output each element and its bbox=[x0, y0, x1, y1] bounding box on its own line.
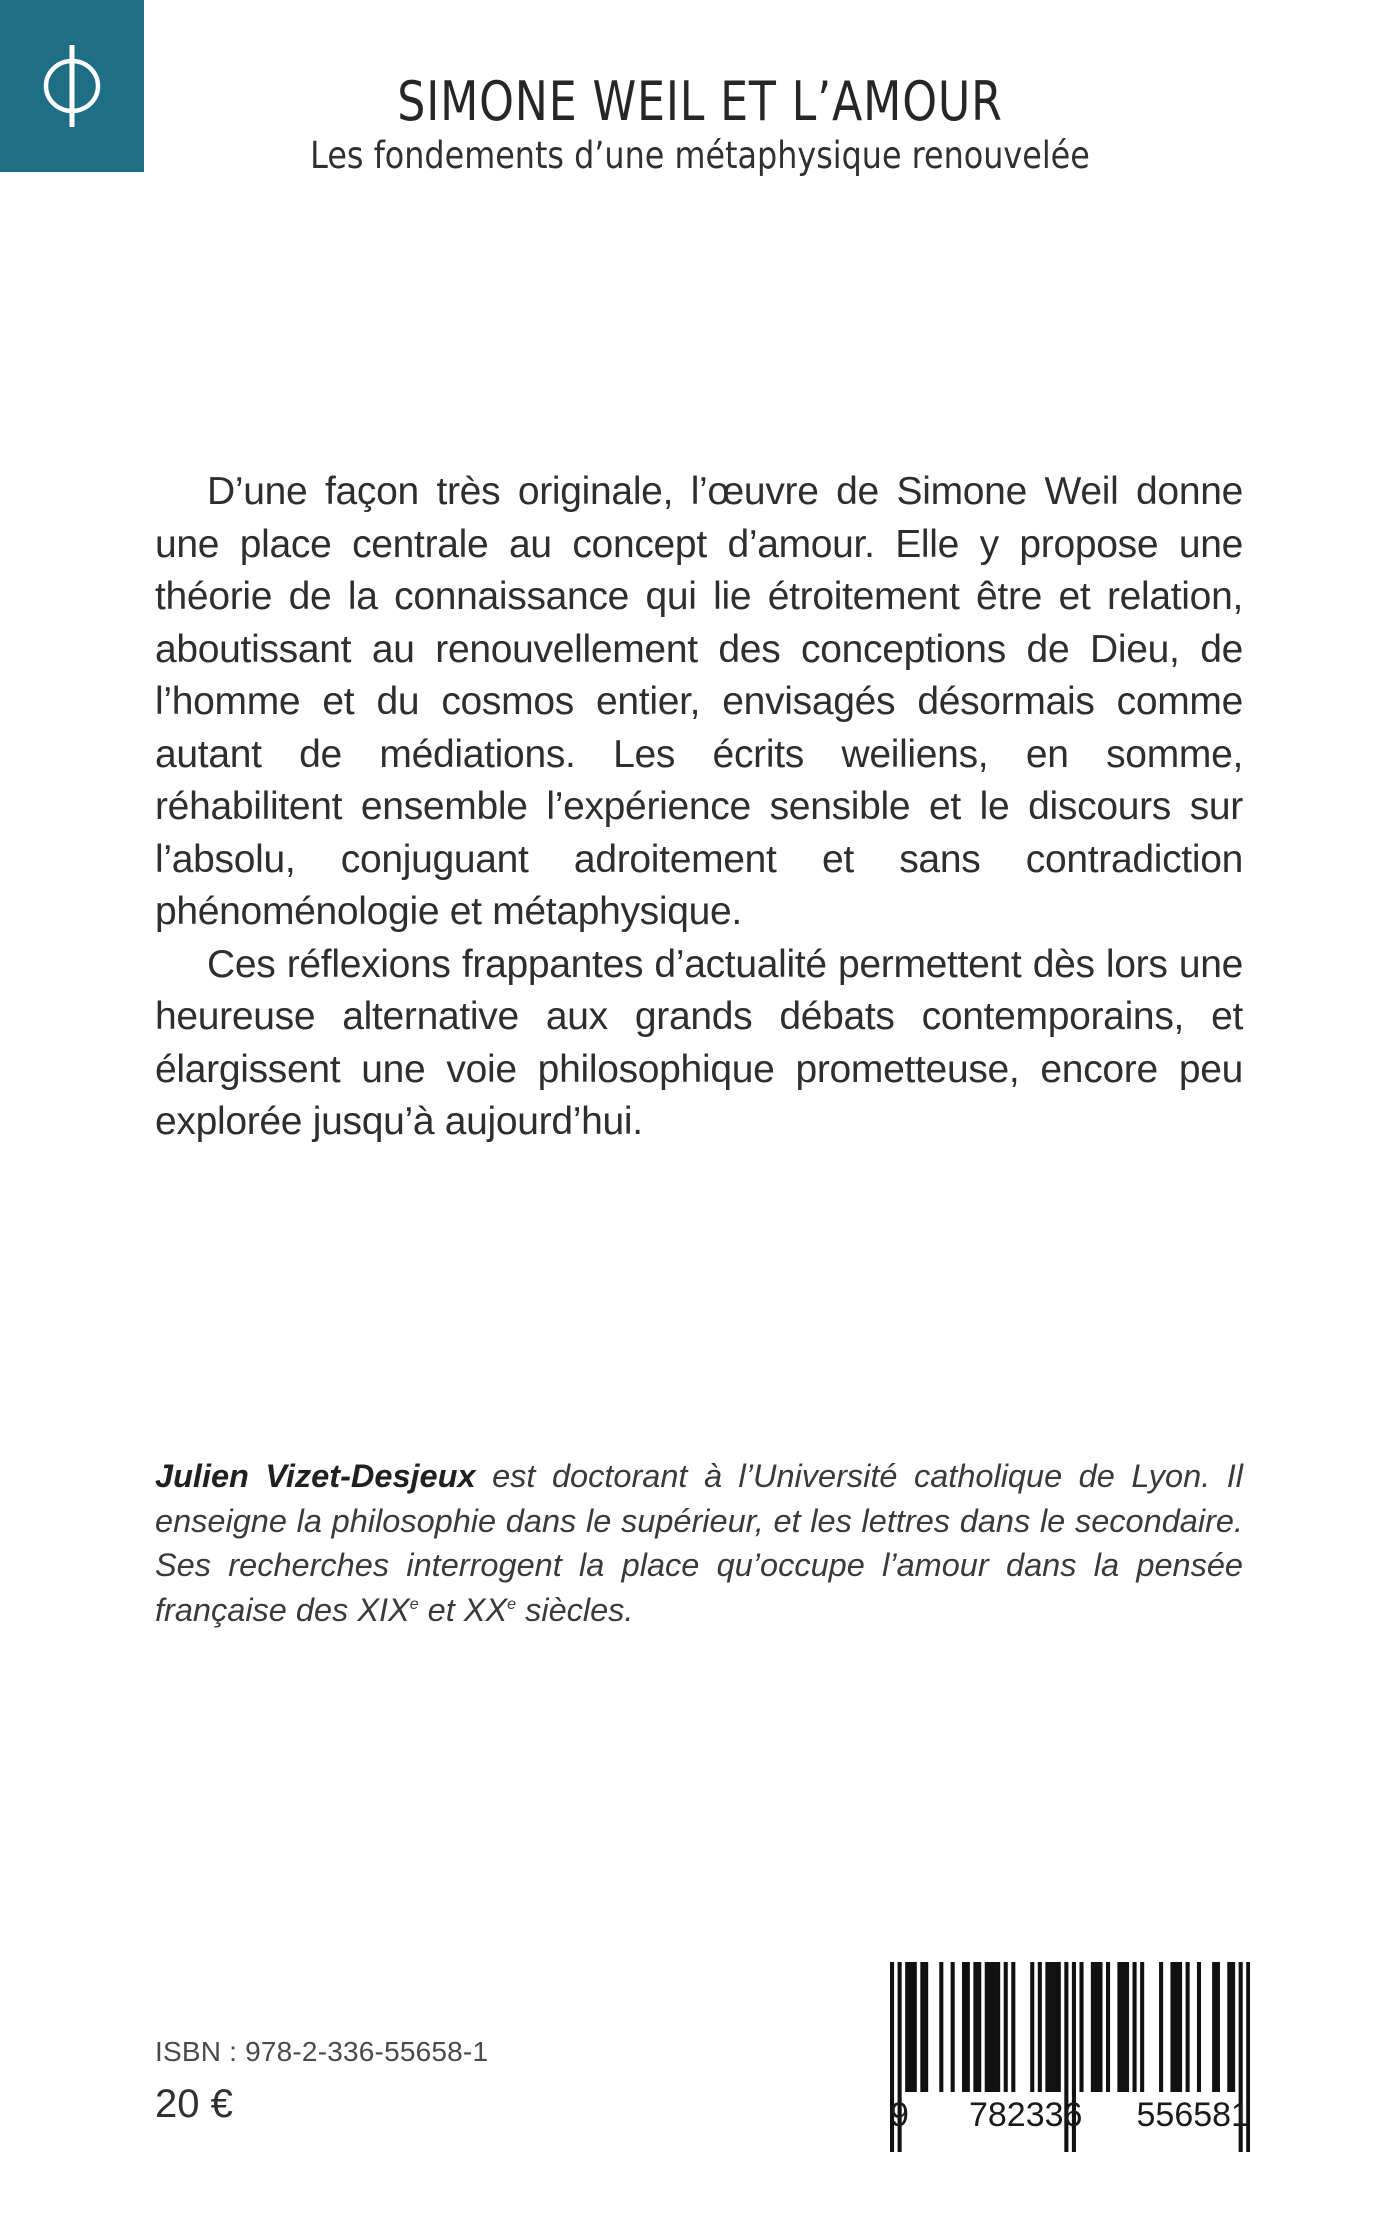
barcode-bar bbox=[909, 1962, 913, 2092]
price: 20 € bbox=[155, 2082, 233, 2126]
author-name: Julien Vizet-Desjeux bbox=[155, 1458, 476, 1494]
barcode-bar bbox=[966, 1962, 970, 2092]
barcode-bar bbox=[962, 1962, 966, 2092]
barcode-bar bbox=[1186, 1962, 1190, 2092]
barcode-bar bbox=[1038, 1962, 1042, 2092]
bio-text-1: est doctorant à l’Université catholique de Lyon. Il enseigne la philosophie dans le supérieur, et les lettres dans le secondaire. Ses recherches interrogent la place qu’occupe l’amour dans la pensée française des XIX bbox=[155, 1458, 1243, 1628]
barcode-right-group: 556581 bbox=[1136, 2096, 1250, 2134]
barcode-bar bbox=[1057, 1962, 1061, 2092]
barcode-bar bbox=[1133, 1962, 1137, 2092]
barcode-digits bbox=[890, 2096, 1250, 2135]
barcode-bar bbox=[1197, 1962, 1201, 2092]
barcode-bar bbox=[989, 1962, 993, 2092]
book-title: SIMONE WEIL ET L’AMOUR bbox=[397, 70, 1003, 133]
barcode-bar bbox=[1095, 1962, 1099, 2092]
barcode-bar bbox=[1049, 1962, 1053, 2092]
barcode-bar bbox=[939, 1962, 943, 2092]
bio-text-2: et XX bbox=[418, 1591, 508, 1628]
summary-paragraph-1: D’une façon très originale, l’œuvre de Simone Weil donne une place centrale au concept d’amour. Elle y propose une théorie de la connaissance qui lie étroitement être et relation, aboutissant au renouvellement des conceptions de Dieu, de l’homme et du cosmos entier, envisagés désormais comme autant de médiations. Les écrits weiliens, en somme, réhabilitent ensemble l’expérience sensible et le discours sur l’absolu, conjuguant adroitement et sans contradiction phénoménologie et métaphysique. bbox=[155, 470, 1243, 933]
summary-paragraph-2: Ces réflexions frappantes d’actualité permettent dès lors une heureuse alternative aux grands débats contemporains, et élargissent une voie philosophique prometteuse, encore peu explorée jusqu’à aujourd’hui. bbox=[155, 942, 1243, 1143]
bio-text-3: siècles. bbox=[516, 1591, 634, 1628]
author-bio bbox=[155, 1454, 1243, 1632]
barcode-lead-digit: 9 bbox=[890, 2096, 909, 2134]
barcode-bar bbox=[985, 1962, 989, 2092]
barcode-bar bbox=[1053, 1962, 1057, 2092]
barcode-bar bbox=[1117, 1962, 1121, 2092]
barcode-bar bbox=[913, 1962, 917, 2092]
barcode-bar bbox=[1030, 1962, 1034, 2092]
century-superscript-1: e bbox=[409, 1595, 419, 1613]
barcode-bar bbox=[905, 1962, 909, 2092]
book-summary bbox=[155, 466, 1243, 1149]
barcode-bar bbox=[1045, 1962, 1049, 2092]
publisher-logo bbox=[0, 0, 144, 172]
barcode-bar bbox=[1125, 1962, 1129, 2092]
barcode-bar bbox=[920, 1962, 924, 2092]
barcode-bar bbox=[973, 1962, 977, 2092]
barcode-bar bbox=[1231, 1962, 1235, 2092]
barcode-bar bbox=[951, 1962, 955, 2092]
barcode-bar bbox=[992, 1962, 996, 2092]
barcode-bar bbox=[1011, 1962, 1015, 2092]
barcode-bar bbox=[924, 1962, 928, 2092]
book-header bbox=[150, 70, 1250, 178]
barcode-bar bbox=[1178, 1962, 1182, 2092]
isbn: ISBN : 978-2-336-55658-1 bbox=[155, 2036, 489, 2067]
barcode-bar bbox=[1079, 1962, 1083, 2092]
barcode-bar bbox=[1227, 1962, 1231, 2092]
barcode-bar bbox=[1004, 1962, 1008, 2092]
barcode-bar bbox=[1106, 1962, 1110, 2092]
book-subtitle: Les fondements d’une métaphysique renouvelée bbox=[310, 134, 1090, 177]
barcode-bar bbox=[1121, 1962, 1125, 2092]
barcode-bar bbox=[996, 1962, 1000, 2092]
century-superscript-2: e bbox=[507, 1595, 517, 1613]
barcode-bar bbox=[1216, 1962, 1220, 2092]
barcode-bar bbox=[1174, 1962, 1178, 2092]
barcode-bar bbox=[1159, 1962, 1163, 2092]
barcode-bar bbox=[977, 1962, 981, 2092]
barcode-bar bbox=[1212, 1962, 1216, 2092]
barcode-left-group: 782336 bbox=[968, 2096, 1083, 2134]
barcode-bar bbox=[1098, 1962, 1102, 2092]
barcode-bar bbox=[1091, 1962, 1095, 2092]
barcode-bar bbox=[1170, 1962, 1174, 2092]
barcode-bar bbox=[1140, 1962, 1144, 2092]
phi-icon bbox=[37, 31, 107, 141]
